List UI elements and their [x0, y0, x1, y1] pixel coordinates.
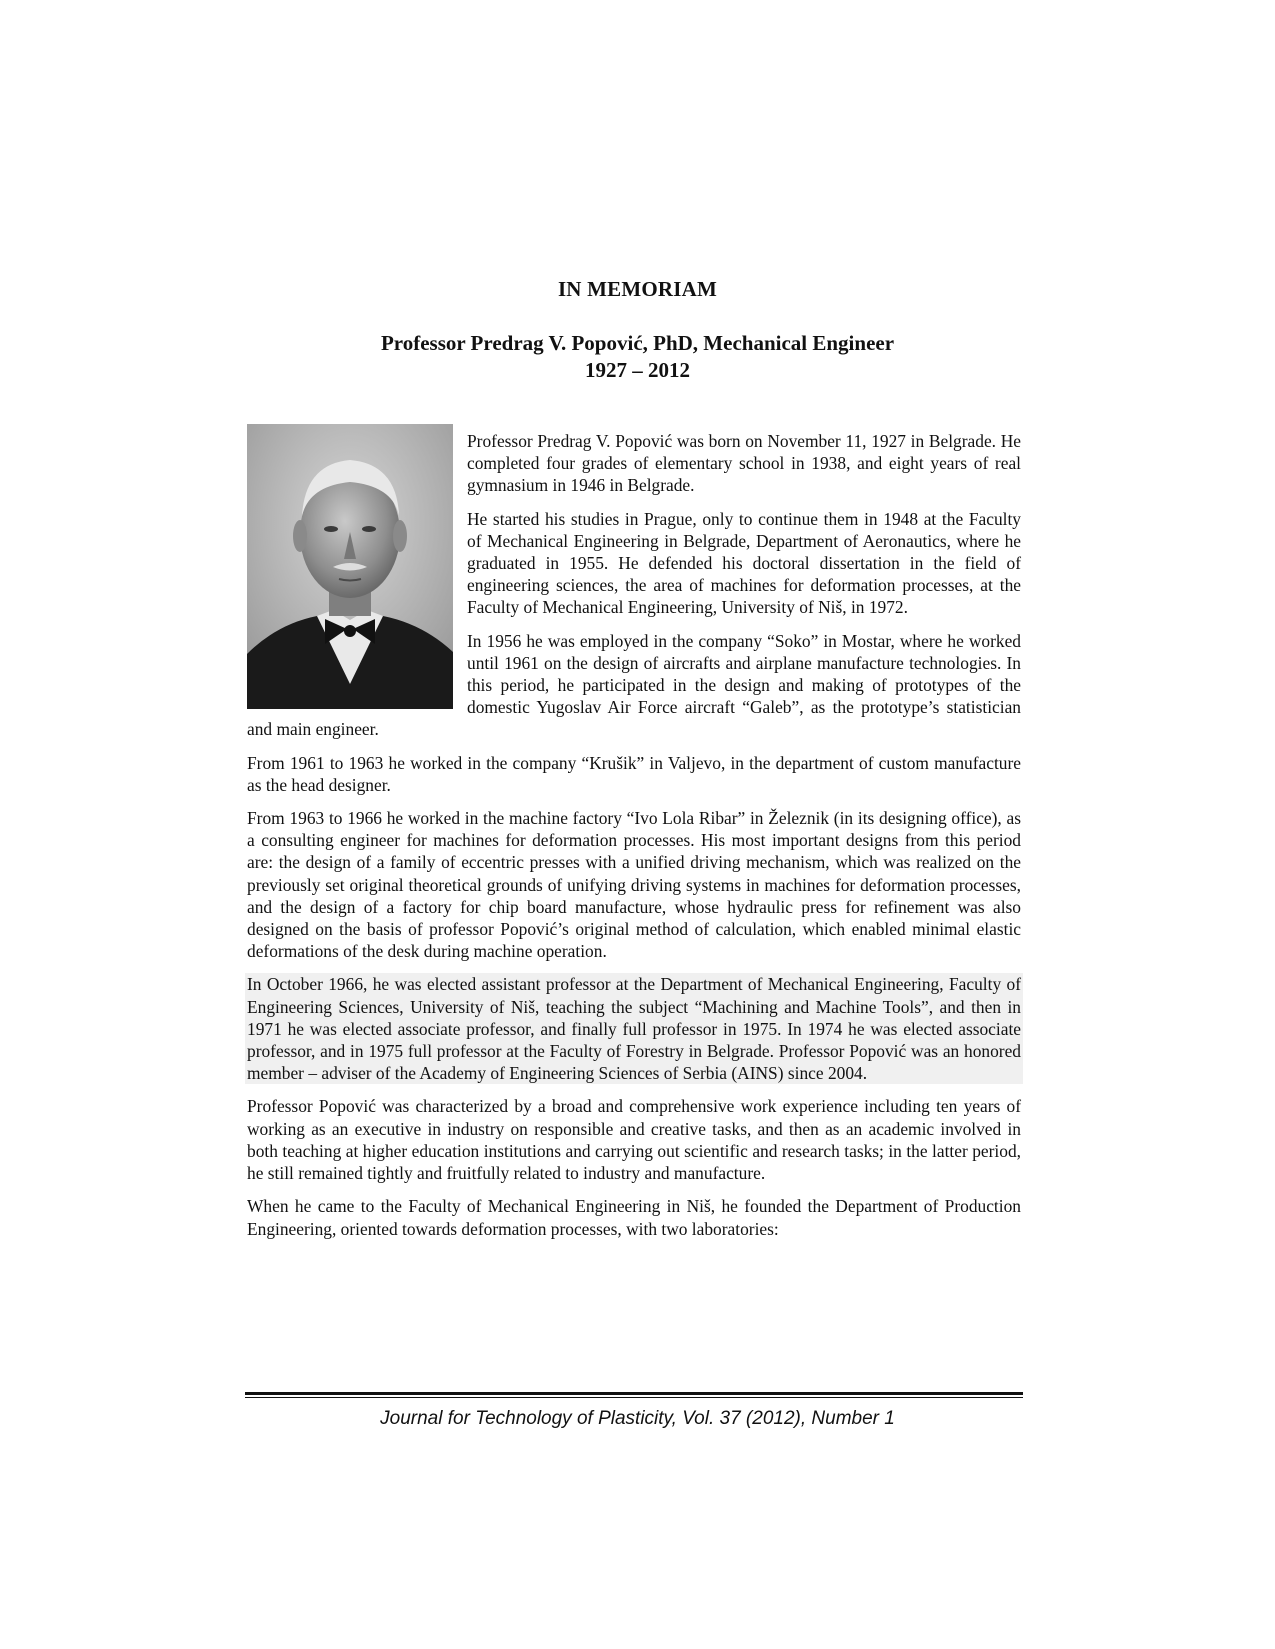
portrait-photo-icon: [247, 424, 453, 709]
paragraph-studies: He started his studies in Prague, only to continue them in 1948 at the Faculty of Mechanical Engineering in Belgrade, Department of Aeronautics, where he graduated in 1955. He defended his doctoral dissertation in the field of engineering sciences, the area of machines for deformation processes, at the Faculty of Mechanical Engineering, University of Niš, in 1972.: [467, 508, 1021, 618]
page-title: IN MEMORIAM: [557, 277, 718, 301]
paragraph-ivo-lola-ribar: From 1963 to 1966 he worked in the machine factory “Ivo Lola Ribar” in Železnik (in its designing office), as a consulting engineer for machines for deformation processes. His most important designs from this period are: the design of a family of eccentric presses with a unified driving mechanism, which was realized on the previously set original theoretical grounds of unifying driving systems in machines for deformation processes, and the design of a factory for chip board manufacture, whose hydraulic press for refinement was also designed on the basis of professor Popović’s original method of calculation, which enabled minimal elastic deformations of the desk during machine operation.: [247, 808, 1021, 962]
article-body: [247, 430, 1021, 1251]
paragraph-birth: Professor Predrag V. Popović was born on November 11, 1927 in Belgrade. He completed four grades of elementary school in 1938, and eight years of real gymnasium in 1946 in Belgrade.: [467, 431, 1021, 496]
paragraph-characterization: Professor Popović was characterized by a broad and comprehensive work experience including ten years of working as an executive in industry on responsible and creative tasks, and then as an academic involved in both teaching at higher education institutions and carrying out scientific and research tasks; in the latter period, he still remained tightly and fruitfully related to industry and manufacture.: [247, 1096, 1021, 1184]
portrait-photo: [247, 424, 453, 709]
subject-name: Professor Predrag V. Popović, PhD, Mechanical Engineer: [380, 331, 895, 355]
footer-divider: [245, 1392, 1023, 1398]
journal-footer: Journal for Technology of Plasticity, Vol. 37 (2012), Number 1: [380, 1408, 895, 1429]
paragraph-soko: In 1956 he was employed in the company “Soko” in Mostar, where he worked until 1961 on the design of aircrafts and airplane manufacture technologies. In this period, he participated in the design and making of prototypes of the domestic Yugoslav Air Force aircraft “Galeb”, as the prototype’s statistician and main engineer.: [247, 630, 1021, 740]
paragraph-department: When he came to the Faculty of Mechanical Engineering in Niš, he founded the Department of Production Engineering, oriented towards deformation processes, with two laboratories:: [247, 1196, 1021, 1239]
paragraph-academic-career: In October 1966, he was elected assistant professor at the Department of Mechanical Engineering, Faculty of Engineering Sciences, University of Niš, teaching the subject “Machining and Machine Tools”, and then in 1971 he was elected associate professor, and finally full professor in 1975. In 1974 he was elected associate professor, and in 1975 full professor at the Faculty of Forestry in Belgrade. Professor Popović was an honored member – adviser of the Academy of Engineering Sciences of Serbia (AINS) since 2004.: [247, 974, 1021, 1084]
subject-years: 1927 – 2012: [585, 358, 690, 382]
paragraph-krusik: From 1961 to 1963 he worked in the company “Krušik” in Valjevo, in the department of custom manufacture as the head designer.: [247, 752, 1021, 795]
